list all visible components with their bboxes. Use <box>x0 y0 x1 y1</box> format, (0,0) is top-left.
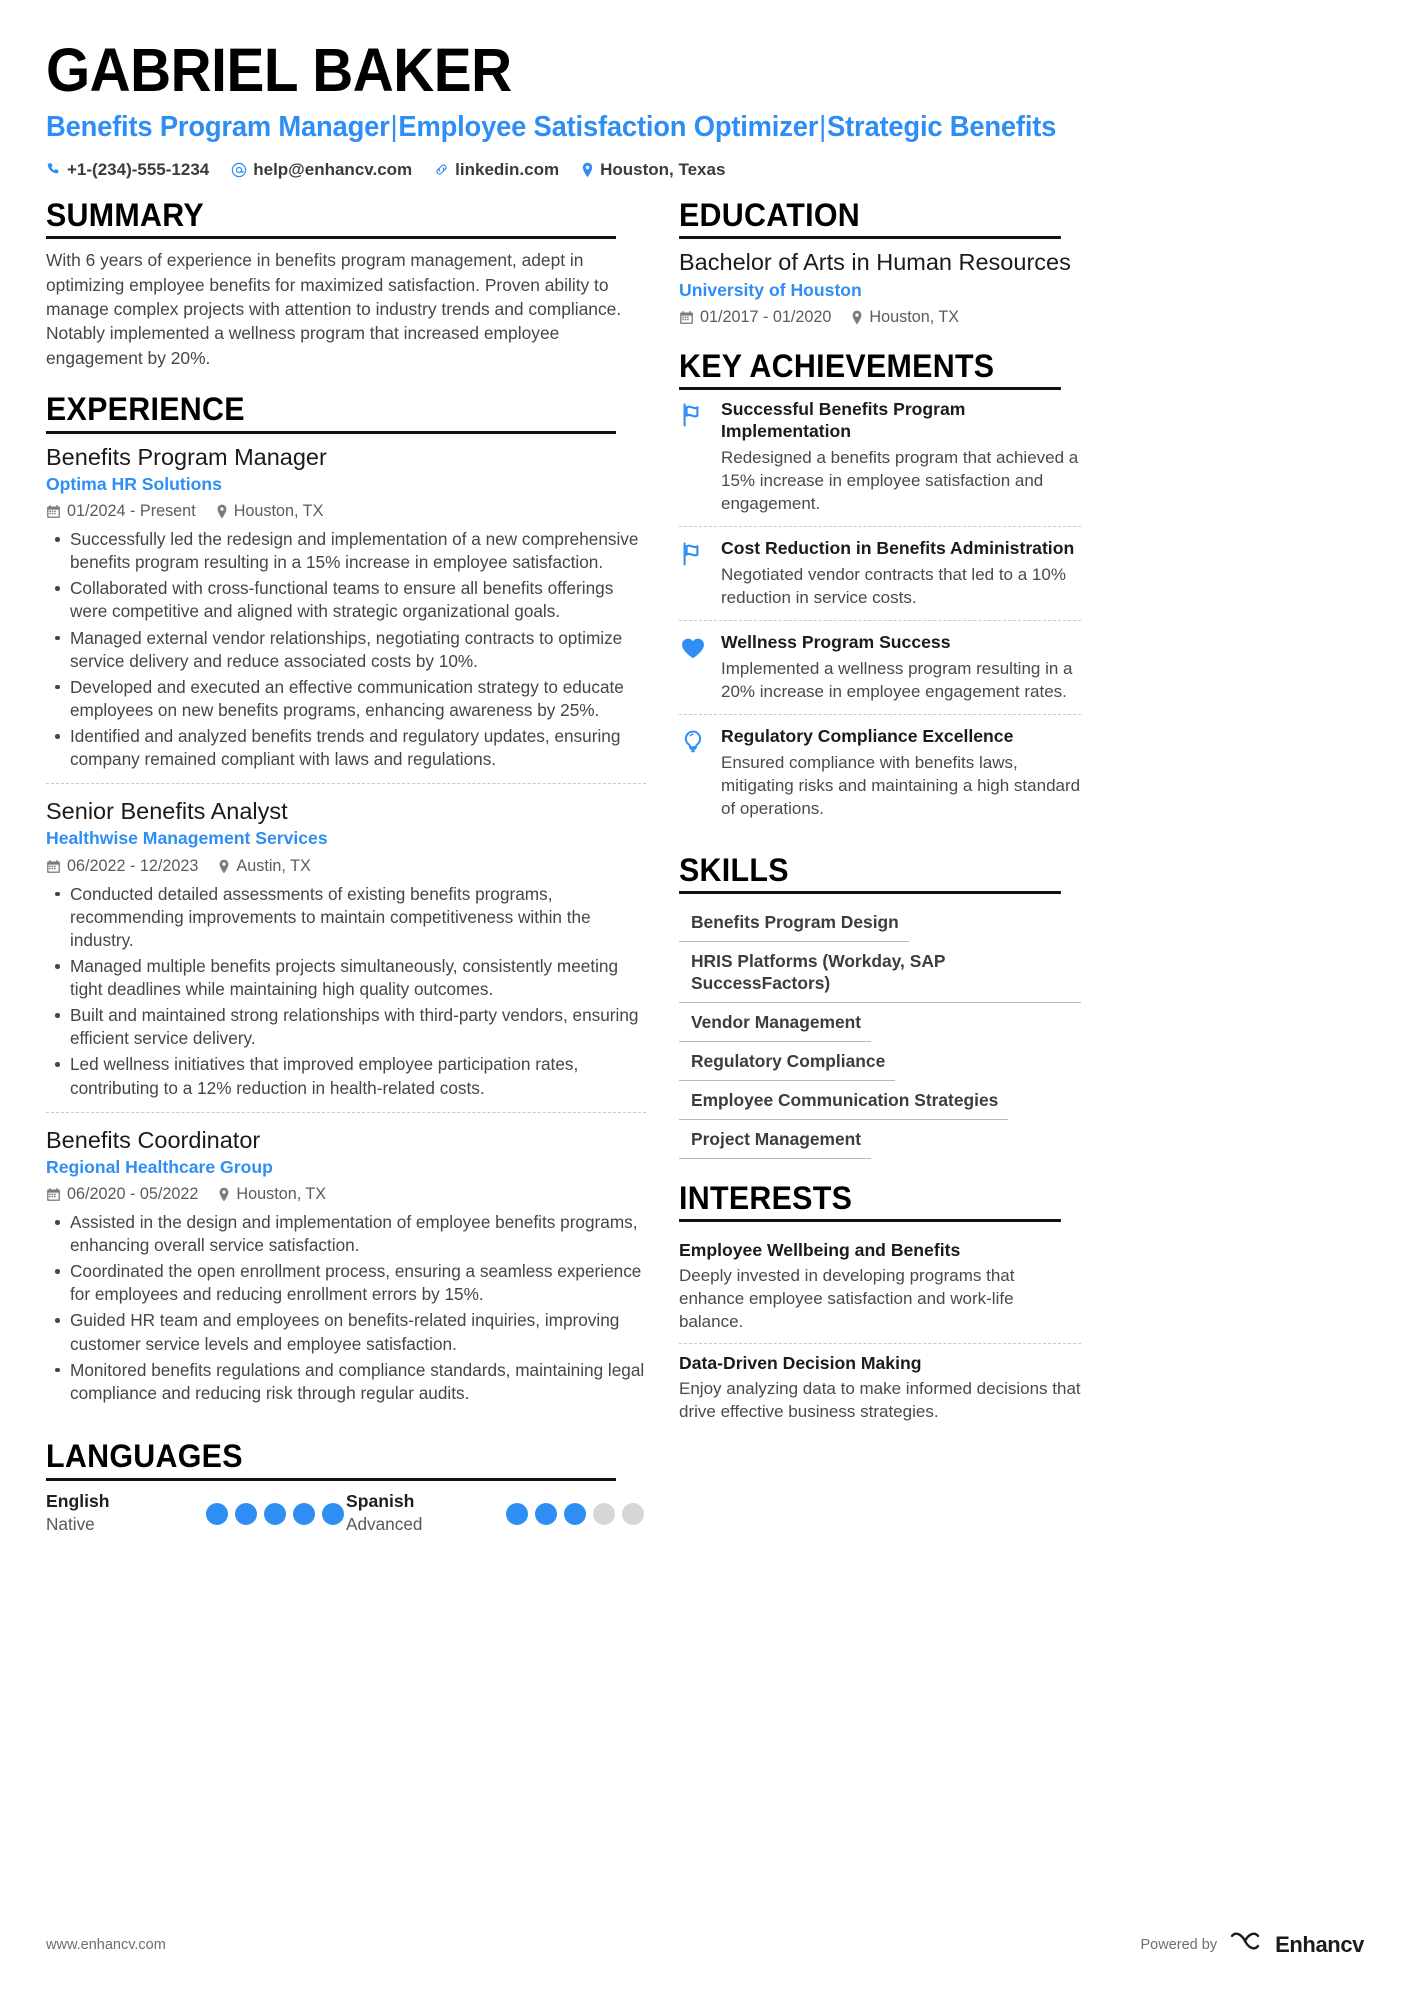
experience-meta <box>46 1185 646 1204</box>
education-location-text: Houston, TX <box>869 307 960 326</box>
education-dates-text: 01/2017 - 01/2020 <box>700 307 832 326</box>
experience-company[interactable]: Optima HR Solutions <box>46 473 222 494</box>
skill-row <box>679 1120 1081 1159</box>
experience-bullet: Conducted detailed assessments of existing benefits programs, recommending improvements to maintain competitiveness within the industry. <box>46 883 646 952</box>
contact-phone-text: +1-(234)-555-1234 <box>67 159 210 179</box>
experience-location-text: Houston, TX <box>233 502 324 520</box>
experience-dates-text: 06/2022 - 12/2023 <box>67 856 199 875</box>
section-interests <box>679 1181 1081 1433</box>
achievement-item <box>679 714 1081 831</box>
contact-email-text: help@enhancv.com <box>253 159 413 179</box>
language-level-dot <box>622 1503 644 1525</box>
achievement-item <box>679 390 1081 526</box>
flag-icon <box>679 538 709 610</box>
candidate-name: GABRIEL BAKER <box>46 36 512 104</box>
section-education <box>679 198 1081 327</box>
experience-bullet: Developed and executed an effective communication strategy to educate employees on new benefits programs, enhancing awareness by 25%. <box>46 676 646 722</box>
language-level-dot <box>564 1503 586 1525</box>
interest-item <box>679 1343 1081 1433</box>
experience-heading: EXPERIENCE <box>46 392 616 434</box>
language-level-dots <box>506 1491 644 1525</box>
language-level-dots <box>206 1491 344 1525</box>
achievement-title: Successful Benefits Program Implementation <box>721 399 966 442</box>
achievement-description: Negotiated vendor contracts that led to a 10% reduction in service costs. <box>721 565 1066 608</box>
experience-location-text: Austin, TX <box>236 856 311 875</box>
section-experience <box>46 392 646 1417</box>
headline-part-2: Employee Satisfaction Optimizer <box>398 111 819 144</box>
interest-description: Deeply invested in developing programs that enhance employee satisfaction and work-life balance. <box>679 1266 1015 1332</box>
summary-text: With 6 years of experience in benefits program management, adept in optimizing employee benefits for maximized satisfaction. Proven ability to manage complex projects with attention to industry trends and compliance. Notably implemented a wellness program that increased employee engagement by 20%. <box>46 250 622 368</box>
education-degree: Bachelor of Arts in Human Resources <box>679 249 1071 276</box>
resume-header <box>46 38 1364 180</box>
experience-job-title: Senior Benefits Analyst <box>46 798 288 825</box>
page-footer <box>46 1929 1364 1961</box>
language-item <box>46 1491 346 1535</box>
interests-heading: INTERESTS <box>679 1181 1061 1223</box>
contact-phone[interactable] <box>46 160 209 180</box>
interest-description: Enjoy analyzing data to make informed decisions that drive effective business strategies. <box>679 1378 1081 1421</box>
right-column <box>679 198 1081 1433</box>
achievements-heading: KEY ACHIEVEMENTS <box>679 349 1061 391</box>
email-icon <box>231 162 247 178</box>
languages-list <box>46 1481 646 1535</box>
experience-bullet: Managed multiple benefits projects simultaneously, consistently meeting tight deadlines while maintaining high quality outcomes. <box>46 955 646 1001</box>
footer-powered-by-label: Powered by <box>1140 1937 1218 1953</box>
education-location <box>851 308 959 327</box>
footer-branding <box>1141 1929 1364 1961</box>
skill-chip: HRIS Platforms (Workday, SAP SuccessFactors) <box>679 942 1081 1003</box>
left-column <box>46 198 646 1535</box>
skill-row <box>679 942 1081 1003</box>
location-pin-icon <box>851 310 863 325</box>
experience-bullet: Assisted in the design and implementation of employee benefits programs, enhancing overall service satisfaction. <box>46 1211 646 1257</box>
experience-bullets <box>46 1211 646 1405</box>
education-school[interactable]: University of Houston <box>679 279 862 300</box>
experience-meta <box>46 857 646 876</box>
experience-entry <box>46 443 646 784</box>
experience-bullet: Monitored benefits regulations and compliance standards, maintaining legal compliance and reducing risk through regular audits. <box>46 1359 646 1405</box>
skill-row <box>679 1042 1081 1081</box>
experience-location <box>216 502 324 521</box>
resume-columns <box>46 198 1364 1535</box>
language-level-dot <box>506 1503 528 1525</box>
skill-chip: Regulatory Compliance <box>679 1042 895 1081</box>
summary-heading: SUMMARY <box>46 198 616 240</box>
experience-entry <box>46 783 646 1111</box>
enhancv-wordmark: Enhancv <box>1275 1932 1364 1957</box>
education-list <box>679 239 1081 326</box>
experience-company[interactable]: Healthwise Management Services <box>46 828 328 849</box>
experience-bullet: Collaborated with cross-functional teams to ensure all benefits offerings were competitive and aligned with strategic organizational goals. <box>46 577 646 623</box>
location-pin-icon <box>218 1187 230 1202</box>
experience-bullet: Managed external vendor relationships, negotiating contracts to optimize service delivery and reduce associated costs by 10%. <box>46 627 646 673</box>
experience-list <box>46 434 646 1417</box>
language-item <box>346 1491 646 1535</box>
language-level-dot <box>322 1503 344 1525</box>
heart-icon <box>679 632 709 704</box>
experience-location <box>218 857 310 876</box>
location-pin-icon <box>216 504 228 519</box>
language-level-dot <box>593 1503 615 1525</box>
achievement-description: Implemented a wellness program resulting in a 20% increase in employee engagement rates. <box>721 658 1073 701</box>
achievements-list <box>679 390 1081 830</box>
language-level-label: Advanced <box>346 1513 423 1534</box>
candidate-headline <box>46 111 1311 144</box>
achievement-description: Redesigned a benefits program that achieved a 15% increase in employee satisfaction and engagement. <box>721 448 1079 514</box>
education-entry <box>679 248 1081 326</box>
interest-title: Data-Driven Decision Making <box>679 1352 922 1373</box>
experience-meta <box>46 502 646 521</box>
experience-bullet: Guided HR team and employees on benefits-related inquiries, improving customer service levels and employee satisfaction. <box>46 1309 646 1355</box>
language-level-label: Native <box>46 1513 95 1534</box>
flag-icon <box>679 399 709 516</box>
skill-chip: Benefits Program Design <box>679 903 909 942</box>
skill-row <box>679 1003 1081 1042</box>
skills-heading: SKILLS <box>679 853 1061 895</box>
experience-dates <box>46 857 198 876</box>
headline-part-1: Benefits Program Manager <box>46 111 390 144</box>
interests-list <box>679 1222 1081 1433</box>
language-level-dot <box>264 1503 286 1525</box>
contact-location-text: Houston, Texas <box>600 159 726 179</box>
link-icon <box>434 162 449 177</box>
calendar-icon <box>46 859 61 874</box>
skill-chip: Vendor Management <box>679 1003 871 1042</box>
calendar-icon <box>46 1187 61 1202</box>
experience-dates <box>46 502 196 521</box>
headline-separator-1: | <box>390 111 398 144</box>
interest-item <box>679 1231 1081 1343</box>
experience-entry <box>46 1112 646 1417</box>
experience-dates <box>46 1185 198 1204</box>
education-meta <box>679 308 1081 327</box>
headline-part-3: Strategic Benefits <box>827 111 1057 144</box>
language-level-dot <box>235 1503 257 1525</box>
enhancv-logo <box>1228 1929 1364 1961</box>
headline-separator-2: | <box>819 111 827 144</box>
contact-location <box>581 160 725 180</box>
achievement-title: Cost Reduction in Benefits Administration <box>721 538 1075 559</box>
enhancv-mark-icon <box>1228 1929 1268 1961</box>
experience-bullets <box>46 883 646 1100</box>
achievement-description: Ensured compliance with benefits laws, mitigating risks and maintaining a high standard of operations. <box>721 752 1081 818</box>
experience-dates-text: 06/2020 - 05/2022 <box>67 1184 199 1203</box>
location-pin-icon <box>218 859 230 874</box>
achievement-title: Regulatory Compliance Excellence <box>721 725 1014 746</box>
contact-link[interactable] <box>434 160 559 180</box>
achievement-title: Wellness Program Success <box>721 631 951 652</box>
achievement-item <box>679 620 1081 714</box>
language-level-dot <box>206 1503 228 1525</box>
section-skills <box>679 853 1081 1159</box>
skill-chip: Employee Communication Strategies <box>679 1081 1008 1120</box>
skill-row <box>679 903 1081 942</box>
lightbulb-icon <box>679 726 709 821</box>
skills-list <box>679 894 1081 1158</box>
experience-bullet: Successfully led the redesign and implementation of a new comprehensive benefits program resulting in a 15% increase in employee satisfaction. <box>46 528 646 574</box>
contact-bar <box>46 160 1364 180</box>
section-achievements <box>679 349 1081 831</box>
education-dates <box>679 308 831 327</box>
experience-bullet: Identified and analyzed benefits trends and regulatory updates, ensuring company remained compliant with laws and regulations. <box>46 725 646 771</box>
language-level-dot <box>535 1503 557 1525</box>
location-pin-icon <box>581 162 594 178</box>
experience-dates-text: 01/2024 - Present <box>67 502 196 520</box>
skill-row <box>679 1081 1081 1120</box>
contact-email[interactable] <box>231 160 412 180</box>
experience-bullet: Coordinated the open enrollment process, ensuring a seamless experience for employees and reducing enrollment errors by 15%. <box>46 1260 646 1306</box>
calendar-icon <box>46 504 61 519</box>
contact-link-text: linkedin.com <box>455 159 560 179</box>
experience-location <box>218 1185 326 1204</box>
language-name: Spanish <box>346 1490 415 1511</box>
calendar-icon <box>679 310 694 325</box>
phone-icon <box>46 162 61 177</box>
achievement-item <box>679 526 1081 620</box>
section-summary <box>46 198 646 370</box>
section-languages <box>46 1439 646 1535</box>
experience-job-title: Benefits Program Manager <box>46 443 327 470</box>
language-name: English <box>46 1490 110 1511</box>
experience-job-title: Benefits Coordinator <box>46 1126 261 1153</box>
footer-site-url[interactable]: www.enhancv.com <box>46 1937 166 1953</box>
experience-bullet: Led wellness initiatives that improved employee participation rates, contributing to a 12% reduction in health-related costs. <box>46 1053 646 1099</box>
interest-title: Employee Wellbeing and Benefits <box>679 1240 961 1261</box>
experience-bullets <box>46 528 646 771</box>
experience-location-text: Houston, TX <box>236 1184 327 1203</box>
language-level-dot <box>293 1503 315 1525</box>
education-heading: EDUCATION <box>679 198 1061 240</box>
experience-company[interactable]: Regional Healthcare Group <box>46 1156 273 1177</box>
skill-chip: Project Management <box>679 1120 871 1159</box>
experience-bullet: Built and maintained strong relationships with third-party vendors, ensuring efficient service delivery. <box>46 1004 646 1050</box>
languages-heading: LANGUAGES <box>46 1439 616 1481</box>
